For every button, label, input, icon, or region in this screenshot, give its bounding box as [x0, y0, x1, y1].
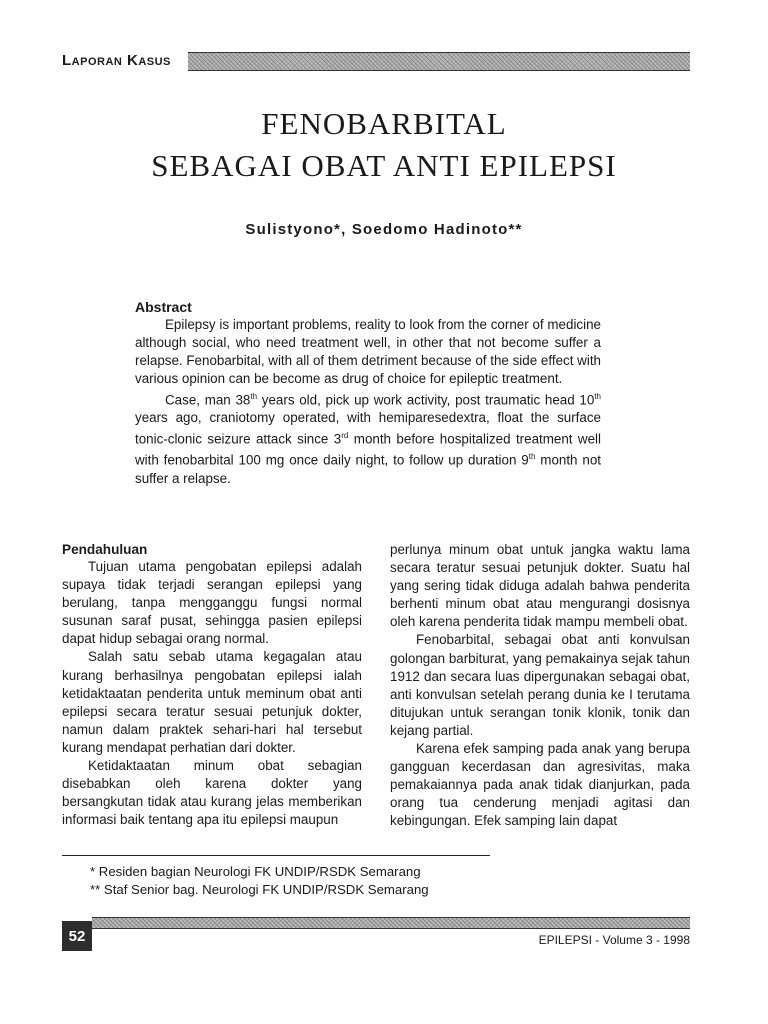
body-right-column — [390, 541, 690, 831]
paragraph: Ketidaktaatan minum obat sebagian disebabkan oleh karena dokter yang bersangkutan tidak atau kurang jelas memberikan informasi baik tentang apa itu epilepsi maupun — [62, 758, 362, 828]
section-label: Laporan Kasus — [62, 52, 171, 69]
header-hatch-bar — [188, 52, 690, 71]
title-line-2: SEBAGAI OBAT ANTI EPILEPSI — [151, 148, 617, 183]
body-left-column — [62, 541, 362, 829]
footnote-1: * Residen bagian Neurologi FK UNDIP/RSDK Semarang — [90, 864, 421, 879]
abstract-heading: Abstract — [135, 299, 192, 315]
paragraph: Karena efek samping pada anak yang berupa gangguan kecerdasan dan agresivitas, maka pemakaiannya pada anak tidak dianjurkan, pada orang tua cenderung menjadi agitasi dan kebingungan. Efek samping lain dapat — [390, 741, 690, 829]
footnote-divider — [62, 855, 490, 856]
abstract — [135, 299, 601, 488]
footer-hatch-bar — [92, 917, 690, 929]
abstract-paragraph-2: Case, man 38th years old, pick up work activity, post traumatic head 10th years ago, craniotomy operated, with hemiparesedextra, float the surface tonic-clonic seizure attack since 3rd month before hospitalized treatment well with fenobarbital 100 mg once daily night, to follow up duration 9th month not suffer a relapse. — [135, 391, 601, 486]
paragraph: Salah satu sebab utama kegagalan atau kurang berhasilnya pengobatan epilepsi ialah ketidaktaatan penderita untuk meminum obat anti epilepsi secara teratur sesuai petunjuk dokter, namun dalam praktek sehari-hari hal tersebut kurang mendapat perhatian dari dokter. — [62, 649, 362, 755]
paragraph: Fenobarbital, sebagai obat anti konvulsan golongan barbiturat, yang pemakainya sejak tahun 1912 dan secara luas dipergunakan sebagai obat, anti konvulsan setelah perang dunia ke I terutama ditujukan untuk serangan tonik klonik, tonik dan kejang partial. — [390, 632, 691, 738]
abstract-paragraph-1: Epilepsy is important problems, reality to look from the corner of medicine although social, who need treatment well, in other that not become suffer a relapse. Fenobarbital, with all of them detriment because of the side effect with various opinion can be become as drug of choice for epileptic treatment. — [135, 317, 601, 386]
paragraph: perlunya minum obat untuk jangka waktu lama secara teratur sesuai petunjuk dokter. Suatu hal yang sering tidak diduga adalah bahwa penderita berhenti minum obat atau mengurangi dosisnya oleh karena penderita tidak mampu membeli obat. — [390, 542, 690, 630]
page-number: 52 — [62, 921, 92, 951]
footnote-2: ** Staf Senior bag. Neurologi FK UNDIP/RSDK Semarang — [90, 882, 429, 897]
authors: Sulistyono*, Soedomo Hadinoto** — [245, 221, 523, 238]
section-heading-pendahuluan: Pendahuluan — [62, 542, 148, 557]
paragraph: Tujuan utama pengobatan epilepsi adalah supaya tidak terjadi serangan epilepsi yang berulang, tanpa mengganggu fungsi normal susunan saraf pusat, sehingga pasien epilepsi dapat hidup sebagai orang normal. — [62, 559, 362, 647]
title-line-1: FENOBARBITAL — [261, 106, 507, 141]
journal-footer: EPILEPSI - Volume 3 - 1998 — [538, 933, 690, 947]
